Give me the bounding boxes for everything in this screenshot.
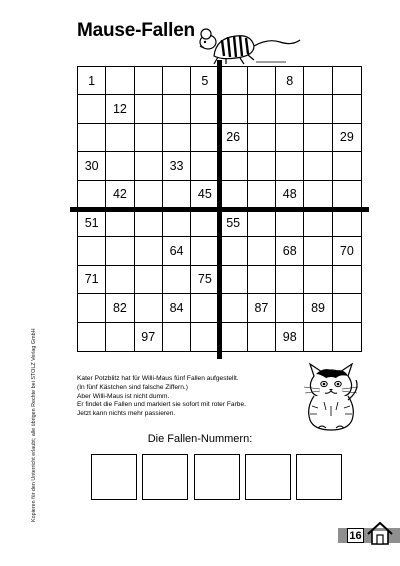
grid-cell[interactable]: 64 bbox=[163, 237, 191, 265]
grid-cell[interactable] bbox=[248, 124, 276, 152]
grid-cell[interactable] bbox=[304, 323, 332, 351]
grid-cell[interactable]: 75 bbox=[191, 266, 219, 294]
grid-cell[interactable] bbox=[106, 237, 134, 265]
grid-cell[interactable] bbox=[106, 67, 134, 95]
grid-cell[interactable] bbox=[248, 323, 276, 351]
grid-cell[interactable] bbox=[163, 67, 191, 95]
grid-cell[interactable] bbox=[304, 95, 332, 123]
grid-cell[interactable] bbox=[248, 67, 276, 95]
grid-cell[interactable] bbox=[163, 209, 191, 237]
grid-cell[interactable] bbox=[248, 95, 276, 123]
grid-cell[interactable]: 68 bbox=[276, 237, 304, 265]
grid-cell[interactable]: 82 bbox=[106, 294, 134, 322]
grid-cell[interactable] bbox=[135, 209, 163, 237]
answer-label: Die Fallen-Nummern: bbox=[147, 433, 253, 445]
grid-cell[interactable]: 33 bbox=[163, 152, 191, 180]
grid-cell[interactable] bbox=[191, 237, 219, 265]
grid-cell[interactable]: 89 bbox=[304, 294, 332, 322]
grid-cell[interactable]: 26 bbox=[219, 124, 247, 152]
grid-cell[interactable] bbox=[276, 294, 304, 322]
copyright-note: Kopieren für den Unterricht erlaubt; alle übrigen Rechte bei STOLZ Verlag GmbH bbox=[31, 328, 37, 522]
grid-cell[interactable] bbox=[135, 237, 163, 265]
grid-cell[interactable] bbox=[163, 323, 191, 351]
answer-box[interactable] bbox=[91, 454, 137, 500]
story-line: Jetzt kann nichts mehr passieren. bbox=[77, 410, 176, 418]
grid-cell[interactable] bbox=[106, 209, 134, 237]
grid-cell[interactable] bbox=[135, 95, 163, 123]
grid-cell[interactable] bbox=[135, 67, 163, 95]
grid-cell[interactable] bbox=[276, 124, 304, 152]
answer-box[interactable] bbox=[142, 454, 188, 500]
story-text bbox=[77, 375, 307, 419]
grid-cell[interactable] bbox=[219, 181, 247, 209]
grid-cell[interactable] bbox=[135, 294, 163, 322]
grid-cell[interactable] bbox=[276, 152, 304, 180]
grid-cell[interactable]: 98 bbox=[276, 323, 304, 351]
grid-cell[interactable] bbox=[219, 266, 247, 294]
grid-cell[interactable]: 97 bbox=[135, 323, 163, 351]
grid-cell[interactable] bbox=[106, 124, 134, 152]
grid-cell[interactable] bbox=[219, 152, 247, 180]
grid-cell[interactable] bbox=[78, 95, 106, 123]
grid-cell[interactable] bbox=[135, 181, 163, 209]
story-line: Kater Potzblitz hat für Willi-Maus fünf Fallen aufgestellt. bbox=[77, 375, 239, 382]
grid-cell[interactable]: 70 bbox=[333, 237, 361, 265]
grid-cell[interactable] bbox=[191, 95, 219, 123]
grid-cell[interactable] bbox=[219, 237, 247, 265]
grid-cell[interactable] bbox=[106, 152, 134, 180]
grid-cell[interactable]: 51 bbox=[78, 209, 106, 237]
grid-cell[interactable] bbox=[78, 323, 106, 351]
grid-cell[interactable] bbox=[304, 181, 332, 209]
grid-cell[interactable] bbox=[78, 294, 106, 322]
grid-cell[interactable]: 45 bbox=[191, 181, 219, 209]
story-line: Aber Willi-Maus ist nicht dumm. bbox=[77, 392, 170, 400]
grid-cell[interactable] bbox=[78, 181, 106, 209]
grid-cell[interactable]: 84 bbox=[163, 294, 191, 322]
grid-cell[interactable] bbox=[304, 67, 332, 95]
grid-cell[interactable] bbox=[191, 152, 219, 180]
grid-cell[interactable] bbox=[333, 266, 361, 294]
grid-cell[interactable] bbox=[333, 67, 361, 95]
grid-cell[interactable]: 71 bbox=[78, 266, 106, 294]
answer-box[interactable] bbox=[245, 454, 291, 500]
cat-illustration bbox=[300, 362, 362, 432]
grid-cell[interactable]: 42 bbox=[106, 181, 134, 209]
grid-cell[interactable] bbox=[191, 323, 219, 351]
grid-cell[interactable]: 5 bbox=[191, 67, 219, 95]
grid-cell[interactable] bbox=[191, 124, 219, 152]
grid-cell[interactable] bbox=[219, 95, 247, 123]
grid-cell[interactable] bbox=[333, 209, 361, 237]
grid-cell[interactable] bbox=[191, 209, 219, 237]
grid-cell[interactable] bbox=[333, 294, 361, 322]
page-title: Mause-Fallen bbox=[77, 20, 195, 41]
grid-divider-horizontal bbox=[70, 207, 369, 212]
grid-cell[interactable] bbox=[163, 181, 191, 209]
grid-cell[interactable] bbox=[135, 124, 163, 152]
grid-cell[interactable] bbox=[333, 95, 361, 123]
answer-box[interactable] bbox=[194, 454, 240, 500]
grid-cell[interactable] bbox=[304, 209, 332, 237]
answer-boxes bbox=[91, 454, 342, 500]
grid-cell[interactable] bbox=[304, 266, 332, 294]
grid-cell[interactable] bbox=[248, 266, 276, 294]
answer-box[interactable] bbox=[296, 454, 342, 500]
grid-cell[interactable] bbox=[304, 152, 332, 180]
grid-cell[interactable] bbox=[135, 152, 163, 180]
grid-cell[interactable] bbox=[219, 294, 247, 322]
story-line: (In fünf Kästchen sind falsche Ziffern.) bbox=[77, 383, 188, 391]
grid-cell[interactable] bbox=[163, 124, 191, 152]
grid-cell[interactable] bbox=[248, 237, 276, 265]
grid-cell[interactable] bbox=[276, 266, 304, 294]
grid-cell[interactable] bbox=[78, 237, 106, 265]
grid-cell[interactable] bbox=[106, 266, 134, 294]
mouse-illustration bbox=[196, 26, 302, 66]
grid-cell[interactable] bbox=[219, 67, 247, 95]
grid-cell[interactable]: 87 bbox=[248, 294, 276, 322]
grid-cell[interactable] bbox=[248, 152, 276, 180]
grid-cell[interactable] bbox=[191, 294, 219, 322]
grid-cell[interactable] bbox=[78, 124, 106, 152]
grid-cell[interactable] bbox=[248, 209, 276, 237]
grid-cell[interactable]: 48 bbox=[276, 181, 304, 209]
grid-cell[interactable] bbox=[304, 124, 332, 152]
grid-cell[interactable] bbox=[135, 266, 163, 294]
page-number: 16 bbox=[347, 528, 364, 543]
grid-cell[interactable]: 29 bbox=[333, 124, 361, 152]
grid-cell[interactable] bbox=[219, 323, 247, 351]
story-line: Er findet die Fallen und markiert sie sofort mit roter Farbe. bbox=[77, 401, 246, 409]
grid-cell[interactable] bbox=[304, 237, 332, 265]
grid-cell[interactable] bbox=[333, 181, 361, 209]
grid-cell[interactable] bbox=[333, 152, 361, 180]
grid-cell[interactable] bbox=[163, 266, 191, 294]
grid-cell[interactable] bbox=[248, 181, 276, 209]
grid-cell[interactable]: 30 bbox=[78, 152, 106, 180]
house-icon bbox=[366, 520, 394, 546]
grid-cell[interactable] bbox=[333, 323, 361, 351]
grid-cell[interactable] bbox=[163, 95, 191, 123]
grid-cell[interactable] bbox=[276, 209, 304, 237]
grid-cell[interactable]: 55 bbox=[219, 209, 247, 237]
grid-cell[interactable] bbox=[106, 323, 134, 351]
grid-cell[interactable] bbox=[276, 95, 304, 123]
grid-cell[interactable]: 1 bbox=[78, 67, 106, 95]
grid-cell[interactable]: 12 bbox=[106, 95, 134, 123]
grid-cell[interactable]: 8 bbox=[276, 67, 304, 95]
